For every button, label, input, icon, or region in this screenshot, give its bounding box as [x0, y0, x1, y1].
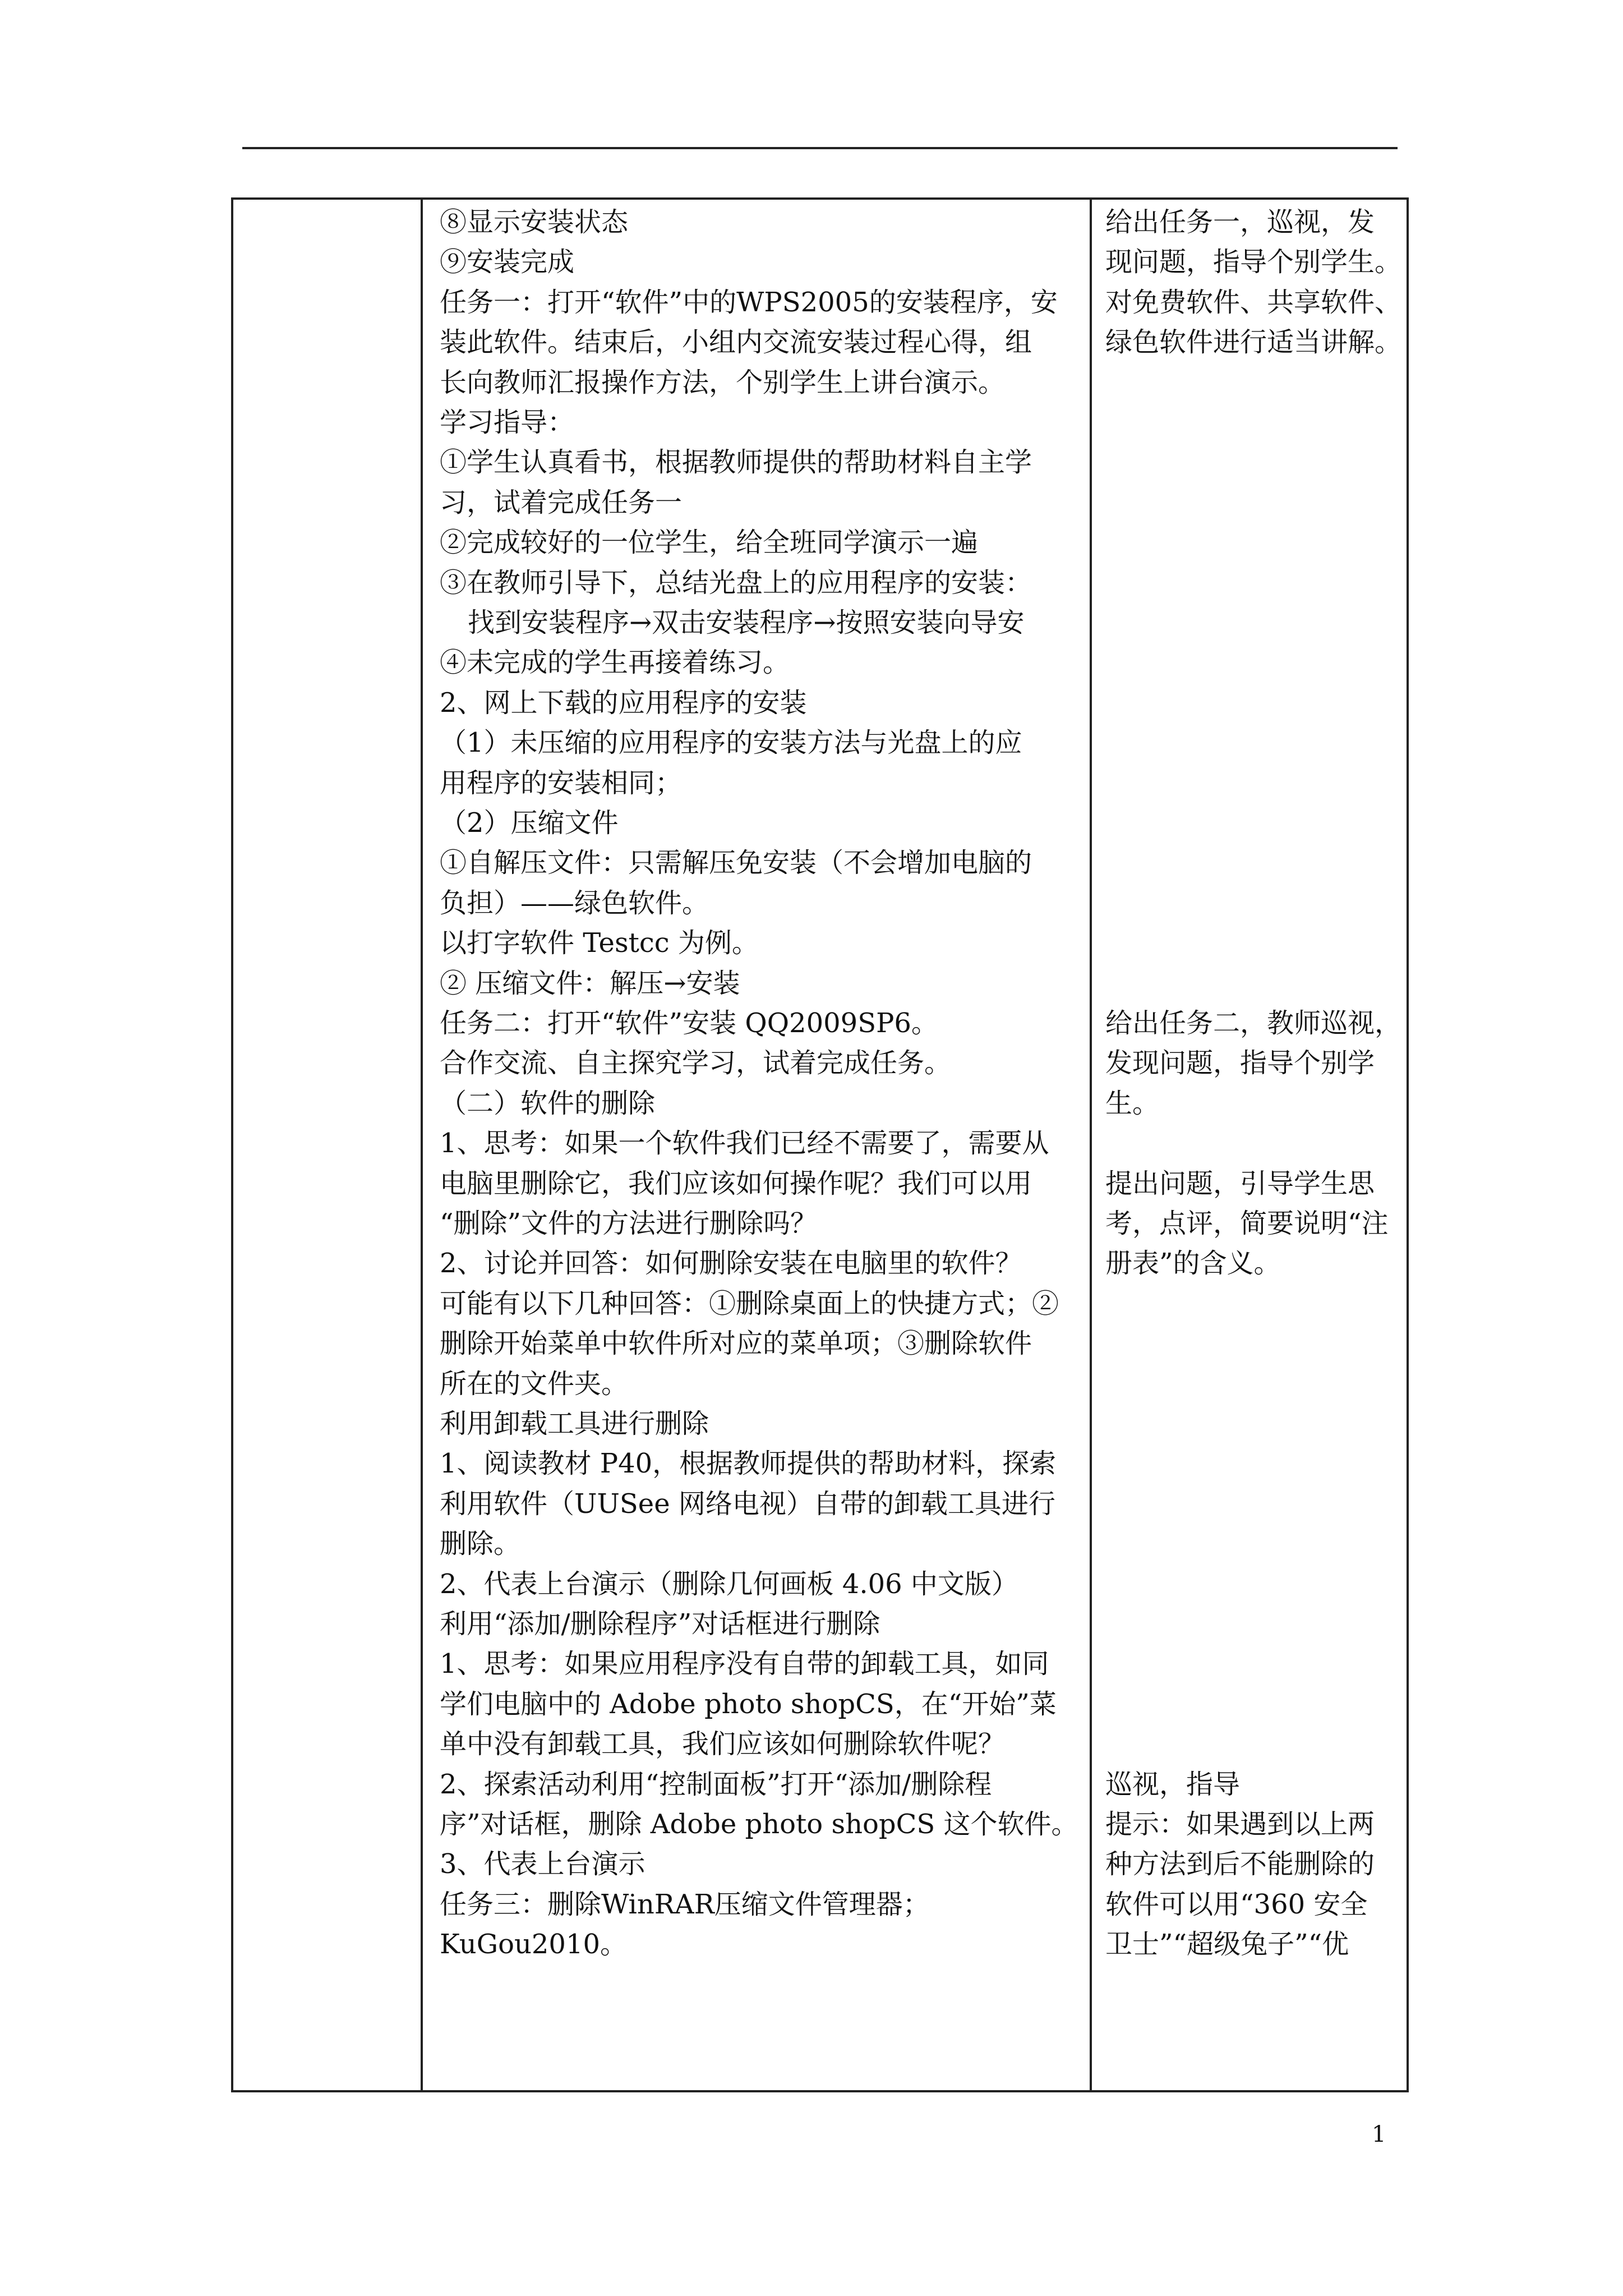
content-line: 1、思考：如果一个软件我们已经不需要了，需要从 — [440, 1128, 1049, 1159]
content-line: 电脑里删除它，我们应该如何操作呢？我们可以用 — [440, 1167, 1032, 1199]
content-line: （2）压缩文件 — [440, 807, 619, 839]
lesson-plan-table — [231, 197, 1409, 2092]
teacher-note-line: 巡视，指导 — [1105, 1768, 1241, 1800]
teacher-note-line: 生。 — [1105, 1087, 1160, 1119]
content-column — [423, 200, 1092, 2090]
content-line: 序”对话框，删除 Adobe photo shopCS 这个软件。 — [440, 1809, 1078, 1840]
content-line: 任务一：打开“软件”中的WPS2005的安装程序，安 — [440, 286, 1058, 318]
content-line: ①自解压文件：只需解压免安装（不会增加电脑的 — [440, 847, 1032, 879]
content-line: 删除。 — [440, 1528, 521, 1560]
page-number: 1 — [1372, 2122, 1386, 2147]
header-rule — [242, 147, 1398, 149]
teacher-note-line: 绿色软件进行适当讲解。 — [1105, 326, 1402, 358]
teacher-note-line: 给出任务一，巡视，发 — [1105, 206, 1375, 238]
content-line: 2、网上下载的应用程序的安装 — [440, 687, 807, 719]
content-line: KuGou2010。 — [440, 1929, 628, 1961]
content-line: 习，试着完成任务一 — [440, 486, 683, 518]
content-line: 找到安装程序→双击安装程序→按照安装向导安 — [468, 607, 1025, 638]
teacher-note-line: 对免费软件、共享软件、 — [1105, 286, 1402, 318]
content-line: 1、思考：如果应用程序没有自带的卸载工具，如同 — [440, 1648, 1049, 1680]
teacher-note-line: 软件可以用“360 安全 — [1105, 1888, 1368, 1920]
teacher-note-line: 提出问题，引导学生思 — [1105, 1167, 1375, 1199]
content-line: ③在教师引导下，总结光盘上的应用程序的安装： — [440, 567, 1032, 599]
content-line: 长向教师汇报操作方法，个别学生上讲台演示。 — [440, 366, 1006, 398]
content-line: ②完成较好的一位学生，给全班同学演示一遍 — [440, 527, 979, 559]
content-line: 学习指导： — [440, 407, 575, 438]
teacher-note-line: 给出任务二，教师巡视， — [1105, 1007, 1402, 1039]
content-line: ④未完成的学生再接着练习。 — [440, 647, 790, 679]
content-line: 利用“添加/删除程序”对话框进行删除 — [440, 1608, 880, 1640]
content-line: ⑧显示安装状态 — [440, 206, 629, 238]
content-line: ② 压缩文件：解压→安装 — [440, 967, 740, 999]
teacher-note-line: 发现问题，指导个别学 — [1105, 1047, 1375, 1079]
teacher-note-line: 卫士”“超级兔子”“优 — [1105, 1929, 1349, 1961]
content-line: 1、阅读教材 P40，根据教师提供的帮助材料，探索 — [440, 1448, 1057, 1480]
teacher-notes-column — [1092, 200, 1407, 2090]
content-line: （二）软件的删除 — [440, 1087, 656, 1119]
content-line: ①学生认真看书，根据教师提供的帮助材料自主学 — [440, 447, 1032, 478]
content-line: 删除开始菜单中软件所对应的菜单项；③删除软件 — [440, 1328, 1032, 1360]
content-line: 利用软件（UUSee 网络电视）自带的卸载工具进行 — [440, 1488, 1055, 1520]
teacher-note-line: 现问题，指导个别学生。 — [1105, 246, 1402, 278]
content-line: 利用卸载工具进行删除 — [440, 1408, 709, 1439]
teacher-note-line: 册表”的含义。 — [1105, 1248, 1281, 1280]
content-line: ⑨安装完成 — [440, 246, 575, 278]
content-line: 学们电脑中的 Adobe photo shopCS，在“开始”菜 — [440, 1688, 1057, 1720]
content-line: 所在的文件夹。 — [440, 1368, 629, 1400]
teacher-note-line: 提示：如果遇到以上两 — [1105, 1809, 1375, 1840]
content-line: 装此软件。结束后，小组内交流安装过程心得，组 — [440, 326, 1032, 358]
content-line: 3、代表上台演示 — [440, 1848, 645, 1880]
content-line: （1）未压缩的应用程序的安装方法与光盘上的应 — [440, 727, 1022, 759]
content-line: 以打字软件 Testcc 为例。 — [440, 927, 759, 959]
content-line: 2、代表上台演示（删除几何画板 4.06 中文版） — [440, 1568, 1018, 1600]
content-line: 单中没有卸载工具，我们应该如何删除软件呢？ — [440, 1728, 1006, 1760]
left-column — [233, 200, 423, 2090]
content-line: 2、探索活动利用“控制面板”打开“添加/删除程 — [440, 1768, 992, 1800]
content-line: 2、讨论并回答：如何删除安装在电脑里的软件？ — [440, 1248, 1022, 1280]
content-line: 用程序的安装相同； — [440, 767, 683, 799]
content-line: 可能有以下几种回答：①删除桌面上的快捷方式；② — [440, 1287, 1059, 1319]
content-line: 任务三：删除WinRAR压缩文件管理器； — [440, 1888, 930, 1920]
content-line: 任务二：打开“软件”安装 QQ2009SP6。 — [440, 1007, 938, 1039]
content-line: “删除”文件的方法进行删除吗？ — [440, 1208, 818, 1239]
content-line: 负担）——绿色软件。 — [440, 887, 709, 919]
teacher-note-line: 考，点评，简要说明“注 — [1105, 1208, 1389, 1239]
content-line: 合作交流、自主探究学习，试着完成任务。 — [440, 1047, 952, 1079]
teacher-note-line: 种方法到后不能删除的 — [1105, 1848, 1375, 1880]
